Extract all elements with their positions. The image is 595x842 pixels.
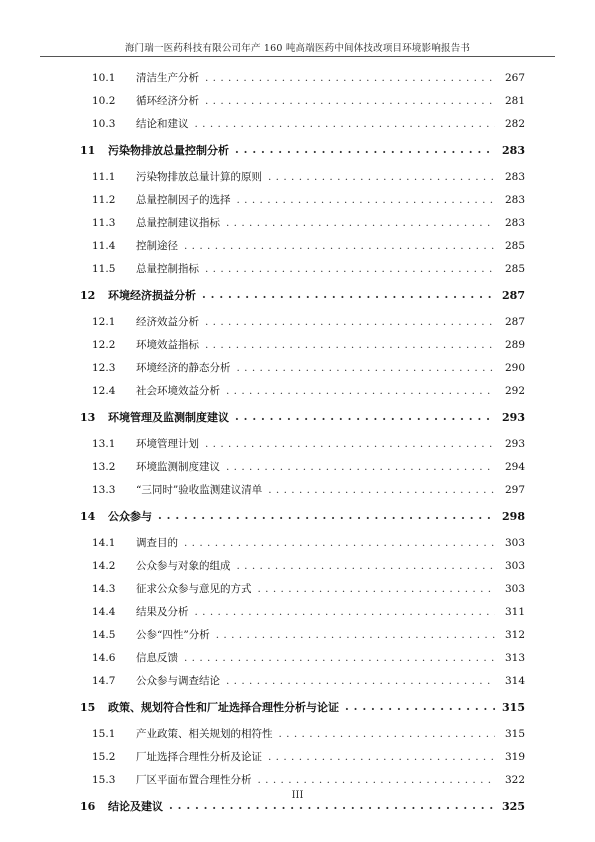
toc-entry-page: 287	[504, 315, 525, 328]
toc-entry-number: 11.5	[92, 262, 116, 275]
toc-section-entry[interactable]	[80, 89, 525, 112]
toc-entry-page: 319	[504, 750, 525, 763]
toc-entry-number: 11.1	[92, 170, 116, 183]
toc-entry-page: 311	[504, 605, 525, 618]
toc-dot-leader	[184, 240, 495, 252]
toc-chapter-entry[interactable]	[80, 692, 525, 722]
toc-section-entry[interactable]	[80, 669, 525, 692]
toc-entry-page: 314	[504, 674, 525, 687]
toc-entry-page: 292	[504, 384, 525, 397]
toc-entry-number: 12.2	[92, 338, 116, 351]
toc-entry-title: 公众参与对象的组成	[136, 560, 231, 572]
toc-chapter-entry[interactable]	[80, 135, 525, 165]
toc-entry-title: 结果及分析	[136, 606, 189, 618]
toc-section-entry[interactable]	[80, 432, 525, 455]
toc-entry-number: 13.2	[92, 460, 116, 473]
toc-entry-page: 312	[504, 628, 525, 641]
toc-entry-number: 15.1	[92, 727, 116, 740]
toc-entry-number: 14.4	[92, 605, 116, 618]
toc-entry-number: 12.3	[92, 361, 116, 374]
toc-dot-leader	[205, 72, 495, 84]
toc-section-entry[interactable]	[80, 112, 525, 135]
toc-entry-number: 11	[80, 143, 96, 157]
toc-entry-page: 325	[502, 799, 525, 813]
toc-dot-leader	[205, 339, 495, 351]
toc-entry-number: 11.4	[92, 239, 116, 252]
toc-section-entry[interactable]	[80, 478, 525, 501]
toc-entry-page: 290	[504, 361, 525, 374]
toc-dot-leader	[226, 217, 495, 229]
toc-entry-title: 政策、规划符合性和厂址选择合理性分析与论证	[108, 701, 339, 714]
toc-entry-number: 11.2	[92, 193, 116, 206]
toc-entry-title: 环境效益指标	[136, 339, 199, 351]
toc-dot-leader	[184, 652, 495, 664]
toc-section-entry[interactable]	[80, 211, 525, 234]
toc-section-entry[interactable]	[80, 188, 525, 211]
toc-entry-title: 循环经济分析	[136, 95, 199, 107]
toc-entry-title: 污染物排放总量控制分析	[108, 144, 229, 157]
toc-section-entry[interactable]	[80, 379, 525, 402]
toc-entry-title: “三同时”验收监测建议清单	[136, 484, 263, 496]
toc-entry-title: 清洁生产分析	[136, 72, 199, 84]
toc-dot-leader	[205, 316, 495, 328]
toc-entry-page: 315	[504, 727, 525, 740]
toc-entry-title: 控制途径	[136, 240, 178, 252]
toc-dot-leader	[268, 484, 495, 496]
toc-dot-leader	[268, 171, 495, 183]
toc-entry-title: 环境经济的静态分析	[136, 362, 231, 374]
toc-entry-page: 283	[504, 216, 525, 229]
toc-entry-page: 315	[502, 700, 525, 714]
toc-entry-number: 10.3	[92, 117, 116, 130]
toc-section-entry[interactable]	[80, 600, 525, 623]
toc-chapter-entry[interactable]	[80, 402, 525, 432]
toc-entry-number: 14.1	[92, 536, 116, 549]
toc-entry-title: 公众参与调查结论	[136, 675, 220, 687]
toc-entry-title: 信息反馈	[136, 652, 178, 664]
toc-section-entry[interactable]	[80, 333, 525, 356]
toc-entry-number: 13.3	[92, 483, 116, 496]
toc-entry-page: 298	[502, 509, 525, 523]
toc-entry-page: 294	[504, 460, 525, 473]
toc-section-entry[interactable]	[80, 310, 525, 333]
toc-section-entry[interactable]	[80, 356, 525, 379]
toc-dot-leader	[205, 263, 495, 275]
toc-section-entry[interactable]	[80, 531, 525, 554]
toc-entry-page: 313	[504, 651, 525, 664]
toc-entry-number: 13.1	[92, 437, 116, 450]
toc-dot-leader	[258, 774, 496, 786]
toc-chapter-entry[interactable]	[80, 280, 525, 310]
toc-section-entry[interactable]	[80, 745, 525, 768]
toc-entry-page: 293	[502, 410, 525, 424]
toc-entry-page: 281	[504, 94, 525, 107]
toc-entry-number: 15	[80, 700, 96, 714]
toc-entry-title: 调查目的	[136, 537, 178, 549]
toc-section-entry[interactable]	[80, 257, 525, 280]
toc-entry-page: 289	[504, 338, 525, 351]
header-divider	[40, 56, 555, 57]
toc-dot-leader	[158, 510, 495, 522]
toc-entry-number: 14.5	[92, 628, 116, 641]
toc-section-entry[interactable]	[80, 768, 525, 791]
toc-dot-leader	[237, 194, 496, 206]
toc-entry-number: 13	[80, 410, 96, 424]
toc-entry-number: 12.1	[92, 315, 116, 328]
toc-dot-leader	[205, 95, 495, 107]
toc-section-entry[interactable]	[80, 623, 525, 646]
toc-entry-page: 303	[504, 559, 525, 572]
toc-entry-page: 267	[504, 71, 525, 84]
toc-entry-number: 15.2	[92, 750, 116, 763]
toc-entry-page: 285	[504, 239, 525, 252]
toc-entry-number: 11.3	[92, 216, 116, 229]
toc-dot-leader	[216, 629, 495, 641]
toc-entry-title: 产业政策、相关规划的相符性	[136, 728, 273, 740]
toc-entry-title: 污染物排放总量计算的原则	[136, 171, 262, 183]
toc-entry-title: 总量控制建议指标	[136, 217, 220, 229]
toc-dot-leader	[226, 675, 495, 687]
page-number: III	[291, 790, 304, 801]
toc-dot-leader	[235, 144, 495, 156]
toc-entry-number: 12	[80, 288, 96, 302]
toc-entry-title: 厂址选择合理性分析及论证	[136, 751, 262, 763]
toc-dot-leader	[169, 800, 495, 812]
table-of-contents	[80, 66, 525, 821]
toc-entry-page: 303	[504, 536, 525, 549]
toc-entry-title: 公参“四性”分析	[136, 629, 210, 641]
toc-dot-leader	[202, 289, 495, 301]
toc-entry-title: 公众参与	[108, 510, 152, 523]
toc-entry-number: 15.3	[92, 773, 116, 786]
toc-entry-page: 287	[502, 288, 525, 302]
toc-dot-leader	[258, 583, 496, 595]
toc-entry-title: 社会环境效益分析	[136, 385, 220, 397]
toc-entry-page: 285	[504, 262, 525, 275]
toc-entry-page: 282	[504, 117, 525, 130]
toc-entry-number: 10.2	[92, 94, 116, 107]
toc-entry-number: 14	[80, 509, 96, 523]
toc-dot-leader	[268, 751, 495, 763]
toc-entry-title: 环境经济损益分析	[108, 289, 196, 302]
toc-dot-leader	[237, 560, 496, 572]
toc-section-entry[interactable]	[80, 66, 525, 89]
toc-dot-leader	[184, 537, 495, 549]
toc-dot-leader	[195, 118, 496, 130]
toc-entry-page: 303	[504, 582, 525, 595]
toc-dot-leader	[279, 728, 496, 740]
toc-entry-title: 结论及建议	[108, 800, 163, 813]
toc-entry-page: 297	[504, 483, 525, 496]
toc-section-entry[interactable]	[80, 455, 525, 478]
toc-chapter-entry[interactable]	[80, 501, 525, 531]
toc-entry-title: 环境管理计划	[136, 438, 199, 450]
toc-entry-title: 环境管理及监测制度建议	[108, 411, 229, 424]
toc-entry-title: 结论和建议	[136, 118, 189, 130]
toc-entry-title: 征求公众参与意见的方式	[136, 583, 252, 595]
toc-dot-leader	[195, 606, 496, 618]
toc-entry-page: 322	[504, 773, 525, 786]
toc-dot-leader	[237, 362, 496, 374]
toc-entry-number: 14.3	[92, 582, 116, 595]
toc-dot-leader	[205, 438, 495, 450]
toc-section-entry[interactable]	[80, 554, 525, 577]
toc-entry-number: 14.7	[92, 674, 116, 687]
toc-entry-number: 14.2	[92, 559, 116, 572]
toc-dot-leader	[235, 411, 495, 423]
toc-entry-page: 283	[504, 193, 525, 206]
toc-entry-page: 283	[504, 170, 525, 183]
toc-section-entry[interactable]	[80, 165, 525, 188]
toc-section-entry[interactable]	[80, 722, 525, 745]
toc-entry-title: 厂区平面布置合理性分析	[136, 774, 252, 786]
toc-section-entry[interactable]	[80, 577, 525, 600]
toc-entry-title: 总量控制指标	[136, 263, 199, 275]
toc-entry-number: 14.6	[92, 651, 116, 664]
toc-entry-number: 12.4	[92, 384, 116, 397]
toc-section-entry[interactable]	[80, 234, 525, 257]
toc-entry-number: 10.1	[92, 71, 116, 84]
page-header: 海门瑞一医药科技有限公司年产 160 吨高端医药中间体技改项目环境影响报告书	[124, 43, 471, 54]
toc-entry-page: 293	[504, 437, 525, 450]
toc-dot-leader	[226, 385, 495, 397]
toc-dot-leader	[226, 461, 495, 473]
toc-entry-title: 环境监测制度建议	[136, 461, 220, 473]
toc-dot-leader	[345, 701, 495, 713]
toc-entry-title: 经济效益分析	[136, 316, 199, 328]
toc-section-entry[interactable]	[80, 646, 525, 669]
toc-entry-page: 283	[502, 143, 525, 157]
toc-entry-title: 总量控制因子的选择	[136, 194, 231, 206]
toc-entry-number: 16	[80, 799, 96, 813]
